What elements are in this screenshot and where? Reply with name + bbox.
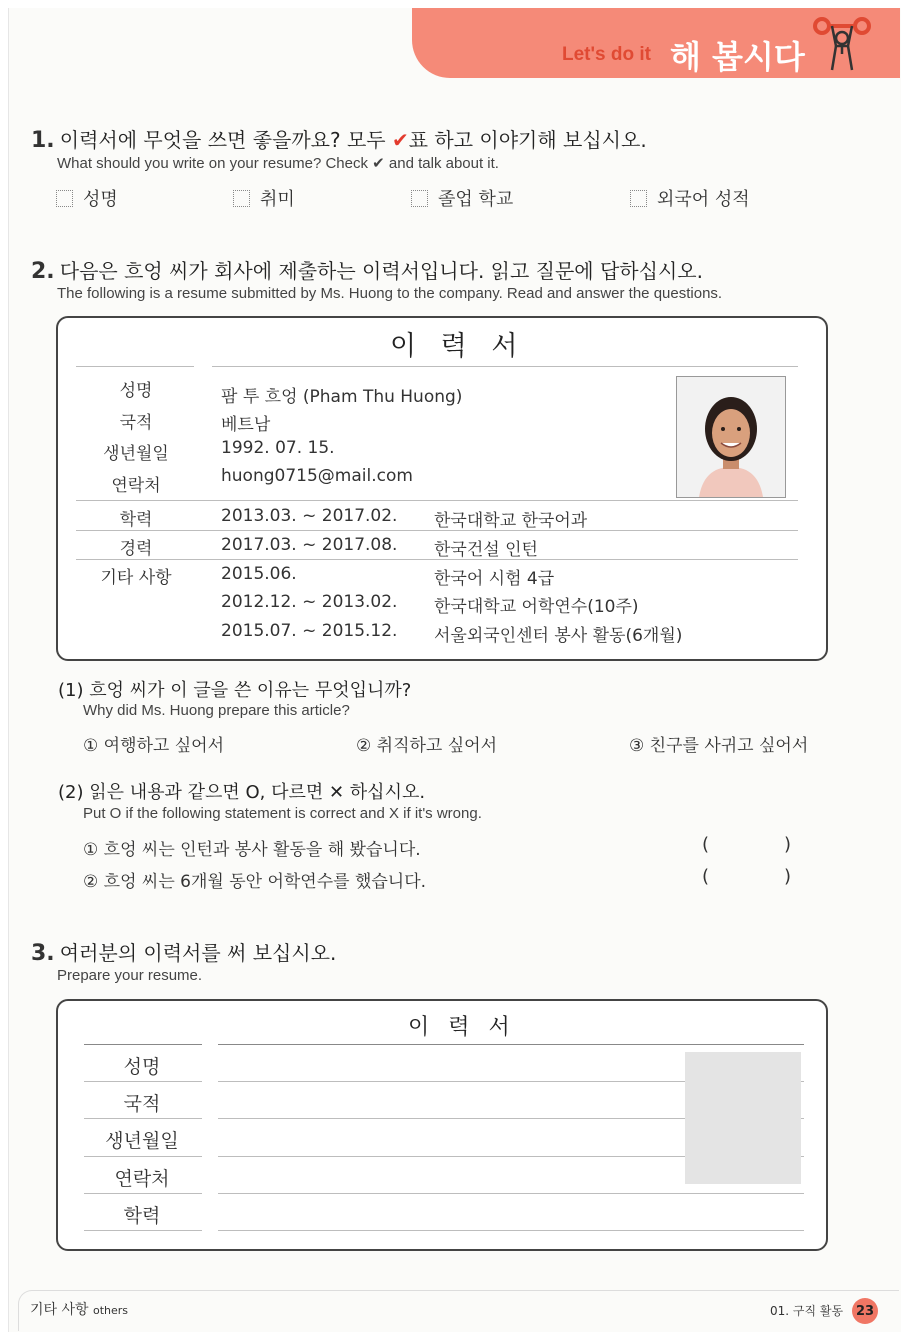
checkbox-icon[interactable] <box>411 190 428 207</box>
blank-label-contact: 연락처 <box>114 1168 170 1190</box>
blank-label-nationality: 국적 <box>123 1093 161 1115</box>
q2-2-en: Put O if the following statement is correct and X if it's wrong. <box>83 805 482 822</box>
label-career: 경력 <box>119 539 153 559</box>
answer-paren-close[interactable]: ) <box>784 834 792 855</box>
q1-option-label: 외국어 성적 <box>657 189 750 210</box>
q2-2-question: (2) 읽은 내용과 같으면 O, 다르면 ✕ 하십시오. <box>58 782 426 803</box>
q1-option-language[interactable] <box>630 185 750 211</box>
row-desc: 한국대학교 어학연수(10주) <box>434 597 639 617</box>
checkbox-icon[interactable] <box>56 190 73 207</box>
q3-heading <box>31 937 336 966</box>
row-desc: 한국어 시험 4급 <box>434 569 555 589</box>
value-nationality: 베트남 <box>221 415 271 435</box>
row-date: 2017.03. ~ 2017.08. <box>221 535 398 555</box>
label-others: 기타 사항 <box>100 568 172 588</box>
q1-text-after: 표 하고 이야기해 보십시오. <box>408 128 647 152</box>
blank-label-birth: 생년월일 <box>105 1130 179 1152</box>
row-desc: 한국대학교 한국어과 <box>434 511 588 531</box>
divider <box>212 366 798 367</box>
answer-paren-close[interactable]: ) <box>784 866 792 887</box>
row-date: 2015.06. <box>221 564 297 584</box>
resume-title: 이 력 서 <box>390 331 526 362</box>
blank-resume-title: 이 력 서 <box>408 1015 516 1040</box>
row-date: 2015.07. ~ 2015.12. <box>221 621 398 641</box>
q1-option-label: 취미 <box>260 189 295 210</box>
label-nationality: 국적 <box>119 413 153 433</box>
q3-subtitle: Prepare your resume. <box>57 967 203 984</box>
divider <box>84 1081 202 1082</box>
blank-input-education[interactable] <box>218 1230 804 1231</box>
q1-option-school[interactable] <box>411 185 513 211</box>
checkmark-icon: ✔ <box>372 155 385 172</box>
divider <box>84 1193 202 1194</box>
q2-1-en: Why did Ms. Huong prepare this article? <box>83 702 350 719</box>
q1-number: 1. <box>31 128 55 153</box>
answer-paren-open[interactable]: ( <box>702 866 710 887</box>
profile-photo <box>676 376 786 498</box>
footer-chapter: 01. 구직 활동 <box>770 1304 844 1318</box>
footer <box>18 1290 899 1331</box>
divider <box>84 1156 202 1157</box>
value-name: 팜 투 흐엉 (Pham Thu Huong) <box>221 387 463 407</box>
choice-1[interactable]: ① 여행하고 싶어서 <box>83 736 225 756</box>
person-photo-icon <box>677 377 785 497</box>
divider <box>84 1044 202 1045</box>
checkbox-icon[interactable] <box>233 190 250 207</box>
page-number: 23 <box>852 1298 878 1324</box>
divider <box>84 1118 202 1119</box>
q1-option-name[interactable] <box>56 185 118 211</box>
statement-2: ② 흐엉 씨는 6개월 동안 어학연수를 했습니다. <box>83 872 427 892</box>
choice-3[interactable]: ③ 친구를 사귀고 싶어서 <box>629 736 809 756</box>
divider <box>76 366 194 367</box>
q2-1-question: (1) 흐엉 씨가 이 글을 쓴 이유는 무엇입니까? <box>58 680 412 701</box>
q1-sub-before: What should you write on your resume? Check <box>57 155 373 172</box>
blank-label-name: 성명 <box>123 1056 161 1078</box>
divider <box>218 1044 804 1045</box>
choice-2[interactable]: ② 취직하고 싶어서 <box>356 736 498 756</box>
label-education: 학력 <box>119 510 153 530</box>
label-contact: 연락처 <box>111 476 161 496</box>
q1-option-hobby[interactable] <box>233 185 295 211</box>
q1-option-label: 졸업 학교 <box>438 189 514 210</box>
footer-section-ko: 기타 사항 <box>30 1302 89 1318</box>
photo-placeholder <box>685 1052 801 1184</box>
header-banner <box>412 8 900 78</box>
q1-option-label: 성명 <box>83 189 118 210</box>
header-title: 해 봅시다 <box>670 38 805 76</box>
weightlifter-icon <box>812 14 872 74</box>
footer-left <box>30 1299 128 1319</box>
q1-heading <box>31 124 647 153</box>
value-contact: huong0715@mail.com <box>221 466 413 486</box>
q1-text-before: 이력서에 무엇을 쓰면 좋을까요? 모두 <box>59 128 392 152</box>
checkbox-icon[interactable] <box>630 190 647 207</box>
label-name: 성명 <box>119 381 153 401</box>
divider <box>76 500 798 501</box>
q1-sub-after: and talk about it. <box>384 155 499 172</box>
divider <box>76 530 798 531</box>
blank-input-contact[interactable] <box>218 1193 804 1194</box>
statement-1: ① 흐엉 씨는 인턴과 봉사 활동을 해 봤습니다. <box>83 840 421 860</box>
row-date: 2013.03. ~ 2017.02. <box>221 506 398 526</box>
row-desc: 한국건설 인턴 <box>434 540 538 560</box>
value-birth: 1992. 07. 15. <box>221 438 335 458</box>
q3-number: 3. <box>31 941 55 966</box>
divider <box>84 1230 202 1231</box>
q2-heading <box>31 255 703 284</box>
divider <box>76 559 798 560</box>
q2-text: 다음은 흐엉 씨가 회사에 제출하는 이력서입니다. 읽고 질문에 답하십시오. <box>59 259 703 283</box>
row-desc: 서울외국인센터 봉사 활동(6개월) <box>434 626 683 646</box>
q1-subtitle <box>57 154 499 172</box>
answer-paren-open[interactable]: ( <box>702 834 710 855</box>
checkmark-icon: ✔ <box>391 128 409 152</box>
header-en-label: Let's do it <box>562 44 651 65</box>
row-date: 2012.12. ~ 2013.02. <box>221 592 398 612</box>
q2-number: 2. <box>31 259 55 284</box>
q3-text: 여러분의 이력서를 써 보십시오. <box>59 941 337 965</box>
q2-subtitle: The following is a resume submitted by Ms. Huong to the company. Read and answer the questions. <box>57 285 723 302</box>
footer-section-en: others <box>93 1304 129 1317</box>
blank-label-education: 학력 <box>123 1205 161 1227</box>
label-birth: 생년월일 <box>103 444 169 464</box>
